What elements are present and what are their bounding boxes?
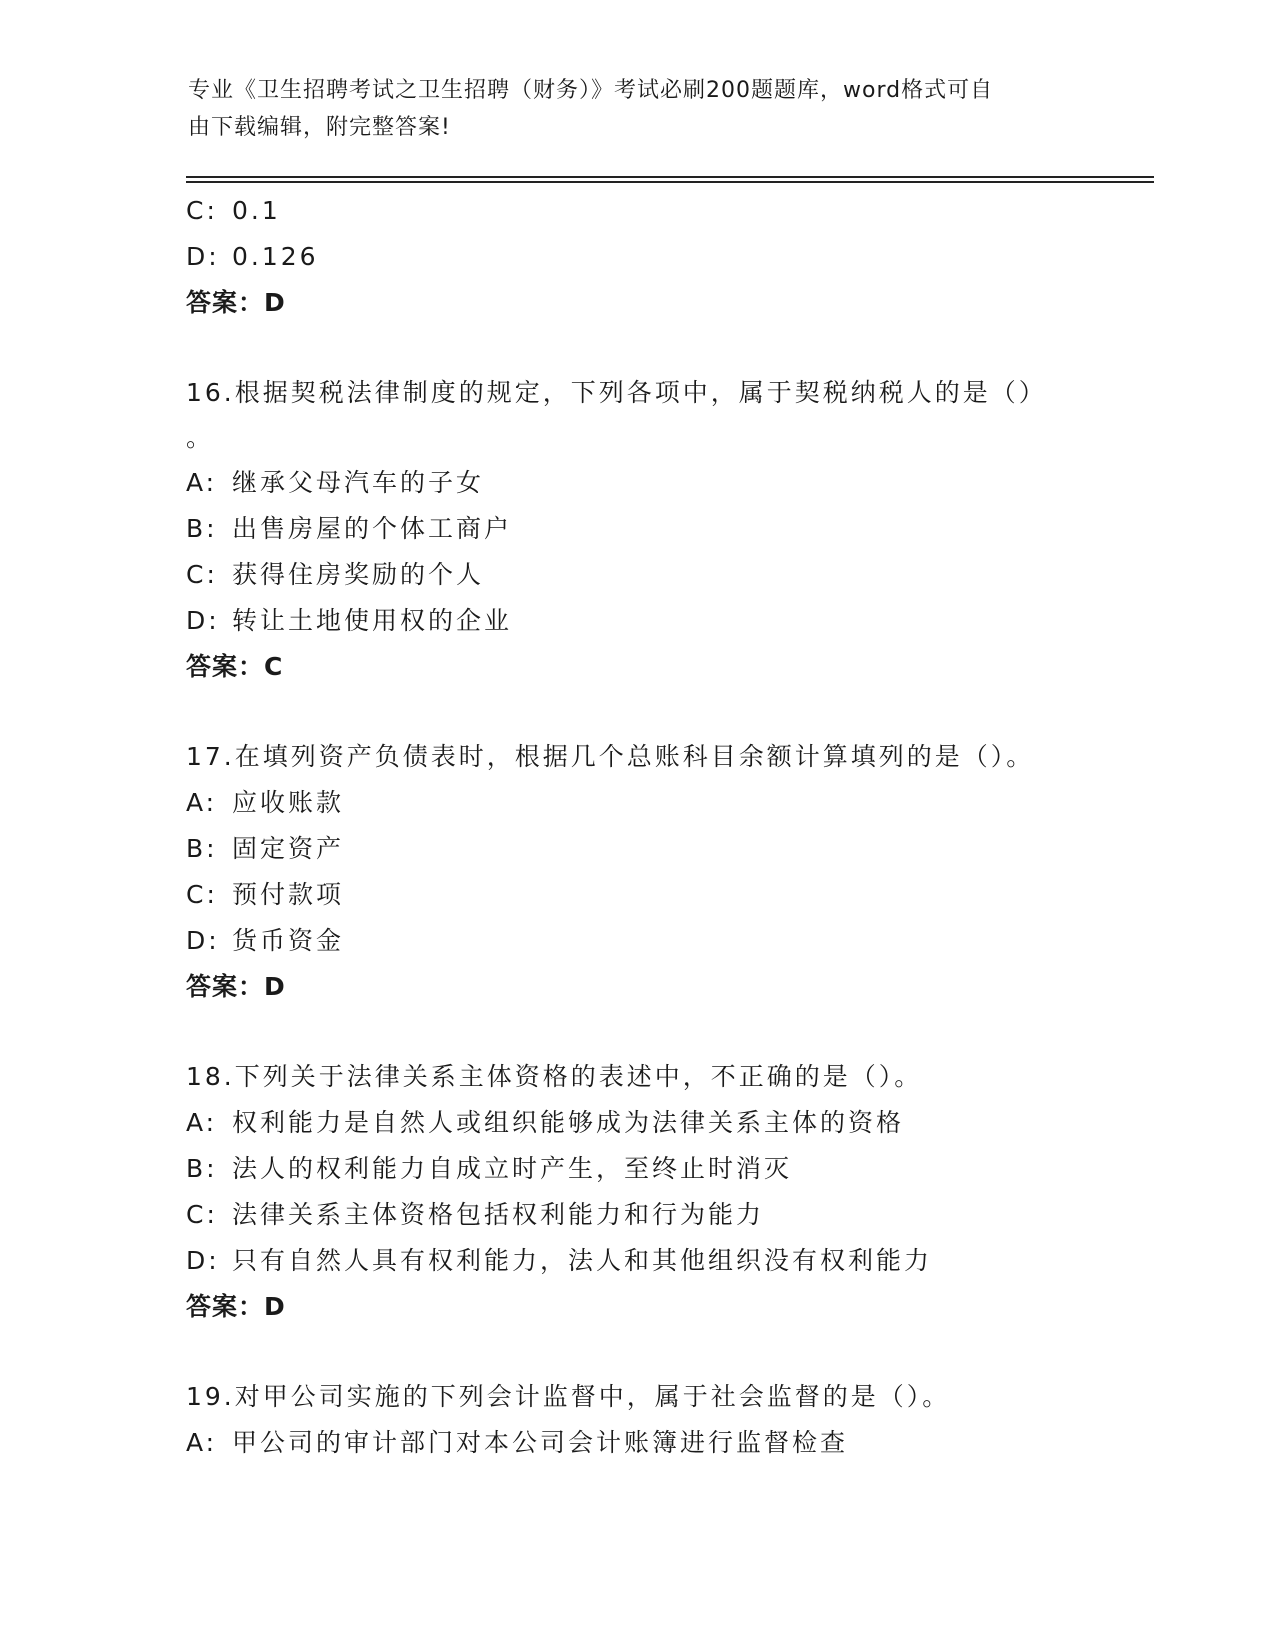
option-c xyxy=(186,552,1086,598)
option-text: 0.1 xyxy=(232,196,281,225)
option-letter: C: xyxy=(186,560,218,589)
answer: 答案：D xyxy=(186,288,286,317)
option-letter: C: xyxy=(186,196,218,225)
option-letter: C: xyxy=(186,1200,218,1229)
question-stem: 18.下列关于法律关系主体资格的表述中，不正确的是（）。 xyxy=(186,1062,923,1091)
option-a xyxy=(186,1420,1086,1466)
answer: 答案：D xyxy=(186,972,286,1001)
option-text: 转让土地使用权的企业 xyxy=(232,606,513,635)
question-17 xyxy=(186,734,1086,1010)
header-rule-top xyxy=(186,176,1154,178)
option-text: 货币资金 xyxy=(232,926,345,955)
question-15-tail xyxy=(186,188,1086,326)
option-letter: A: xyxy=(186,788,218,817)
option-c xyxy=(186,872,1086,918)
option-text: 继承父母汽车的子女 xyxy=(232,468,485,497)
option-a xyxy=(186,460,1086,506)
answer: 答案：C xyxy=(186,652,284,681)
question-stem-continuation: 。 xyxy=(186,423,215,452)
option-text: 法人的权利能力自成立时产生，至终止时消灭 xyxy=(232,1154,793,1183)
option-letter: B: xyxy=(186,834,218,863)
option-d xyxy=(186,918,1086,964)
option-letter: B: xyxy=(186,514,218,543)
option-text: 获得住房奖励的个人 xyxy=(232,560,485,589)
question-19 xyxy=(186,1374,1086,1466)
header-title-line-1: 专业《卫生招聘考试之卫生招聘（财务）》考试必刷200题题库，word格式可自 xyxy=(188,78,994,103)
option-letter: D: xyxy=(186,606,220,635)
question-18 xyxy=(186,1054,1086,1330)
option-b xyxy=(186,506,1086,552)
option-letter: C: xyxy=(186,880,218,909)
answer: 答案：D xyxy=(186,1292,286,1321)
question-stem: 17.在填列资产负债表时，根据几个总账科目余额计算填列的是（）。 xyxy=(186,742,1035,771)
option-text: 法律关系主体资格包括权利能力和行为能力 xyxy=(232,1200,765,1229)
option-text: 出售房屋的个体工商户 xyxy=(232,514,513,543)
option-letter: A: xyxy=(186,1428,218,1457)
option-c xyxy=(186,188,1086,234)
option-letter: D: xyxy=(186,242,220,271)
option-a xyxy=(186,780,1086,826)
document-header xyxy=(188,72,1068,146)
option-d xyxy=(186,598,1086,644)
question-stem: 16.根据契税法律制度的规定，下列各项中，属于契税纳税人的是（） xyxy=(186,378,1047,407)
question-16 xyxy=(186,370,1086,690)
option-letter: D: xyxy=(186,1246,220,1275)
document-body xyxy=(186,188,1086,1466)
option-c xyxy=(186,1192,1086,1238)
option-text: 甲公司的审计部门对本公司会计账簿进行监督检查 xyxy=(232,1428,849,1457)
option-letter: B: xyxy=(186,1154,218,1183)
option-letter: A: xyxy=(186,468,218,497)
option-letter: D: xyxy=(186,926,220,955)
option-d xyxy=(186,234,1086,280)
option-text: 0.126 xyxy=(232,242,319,271)
option-d xyxy=(186,1238,1086,1284)
option-text: 应收账款 xyxy=(232,788,345,817)
option-b xyxy=(186,826,1086,872)
option-letter: A: xyxy=(186,1108,218,1137)
option-a xyxy=(186,1100,1086,1146)
option-text: 固定资产 xyxy=(232,834,345,863)
option-text: 预付款项 xyxy=(232,880,345,909)
question-stem: 19.对甲公司实施的下列会计监督中，属于社会监督的是（）。 xyxy=(186,1382,951,1411)
option-b xyxy=(186,1146,1086,1192)
header-rule-bottom xyxy=(186,181,1154,183)
header-title-line-2: 由下载编辑，附完整答案! xyxy=(188,115,451,140)
option-text: 权利能力是自然人或组织能够成为法律关系主体的资格 xyxy=(232,1108,905,1137)
option-text: 只有自然人具有权利能力，法人和其他组织没有权利能力 xyxy=(232,1246,933,1275)
